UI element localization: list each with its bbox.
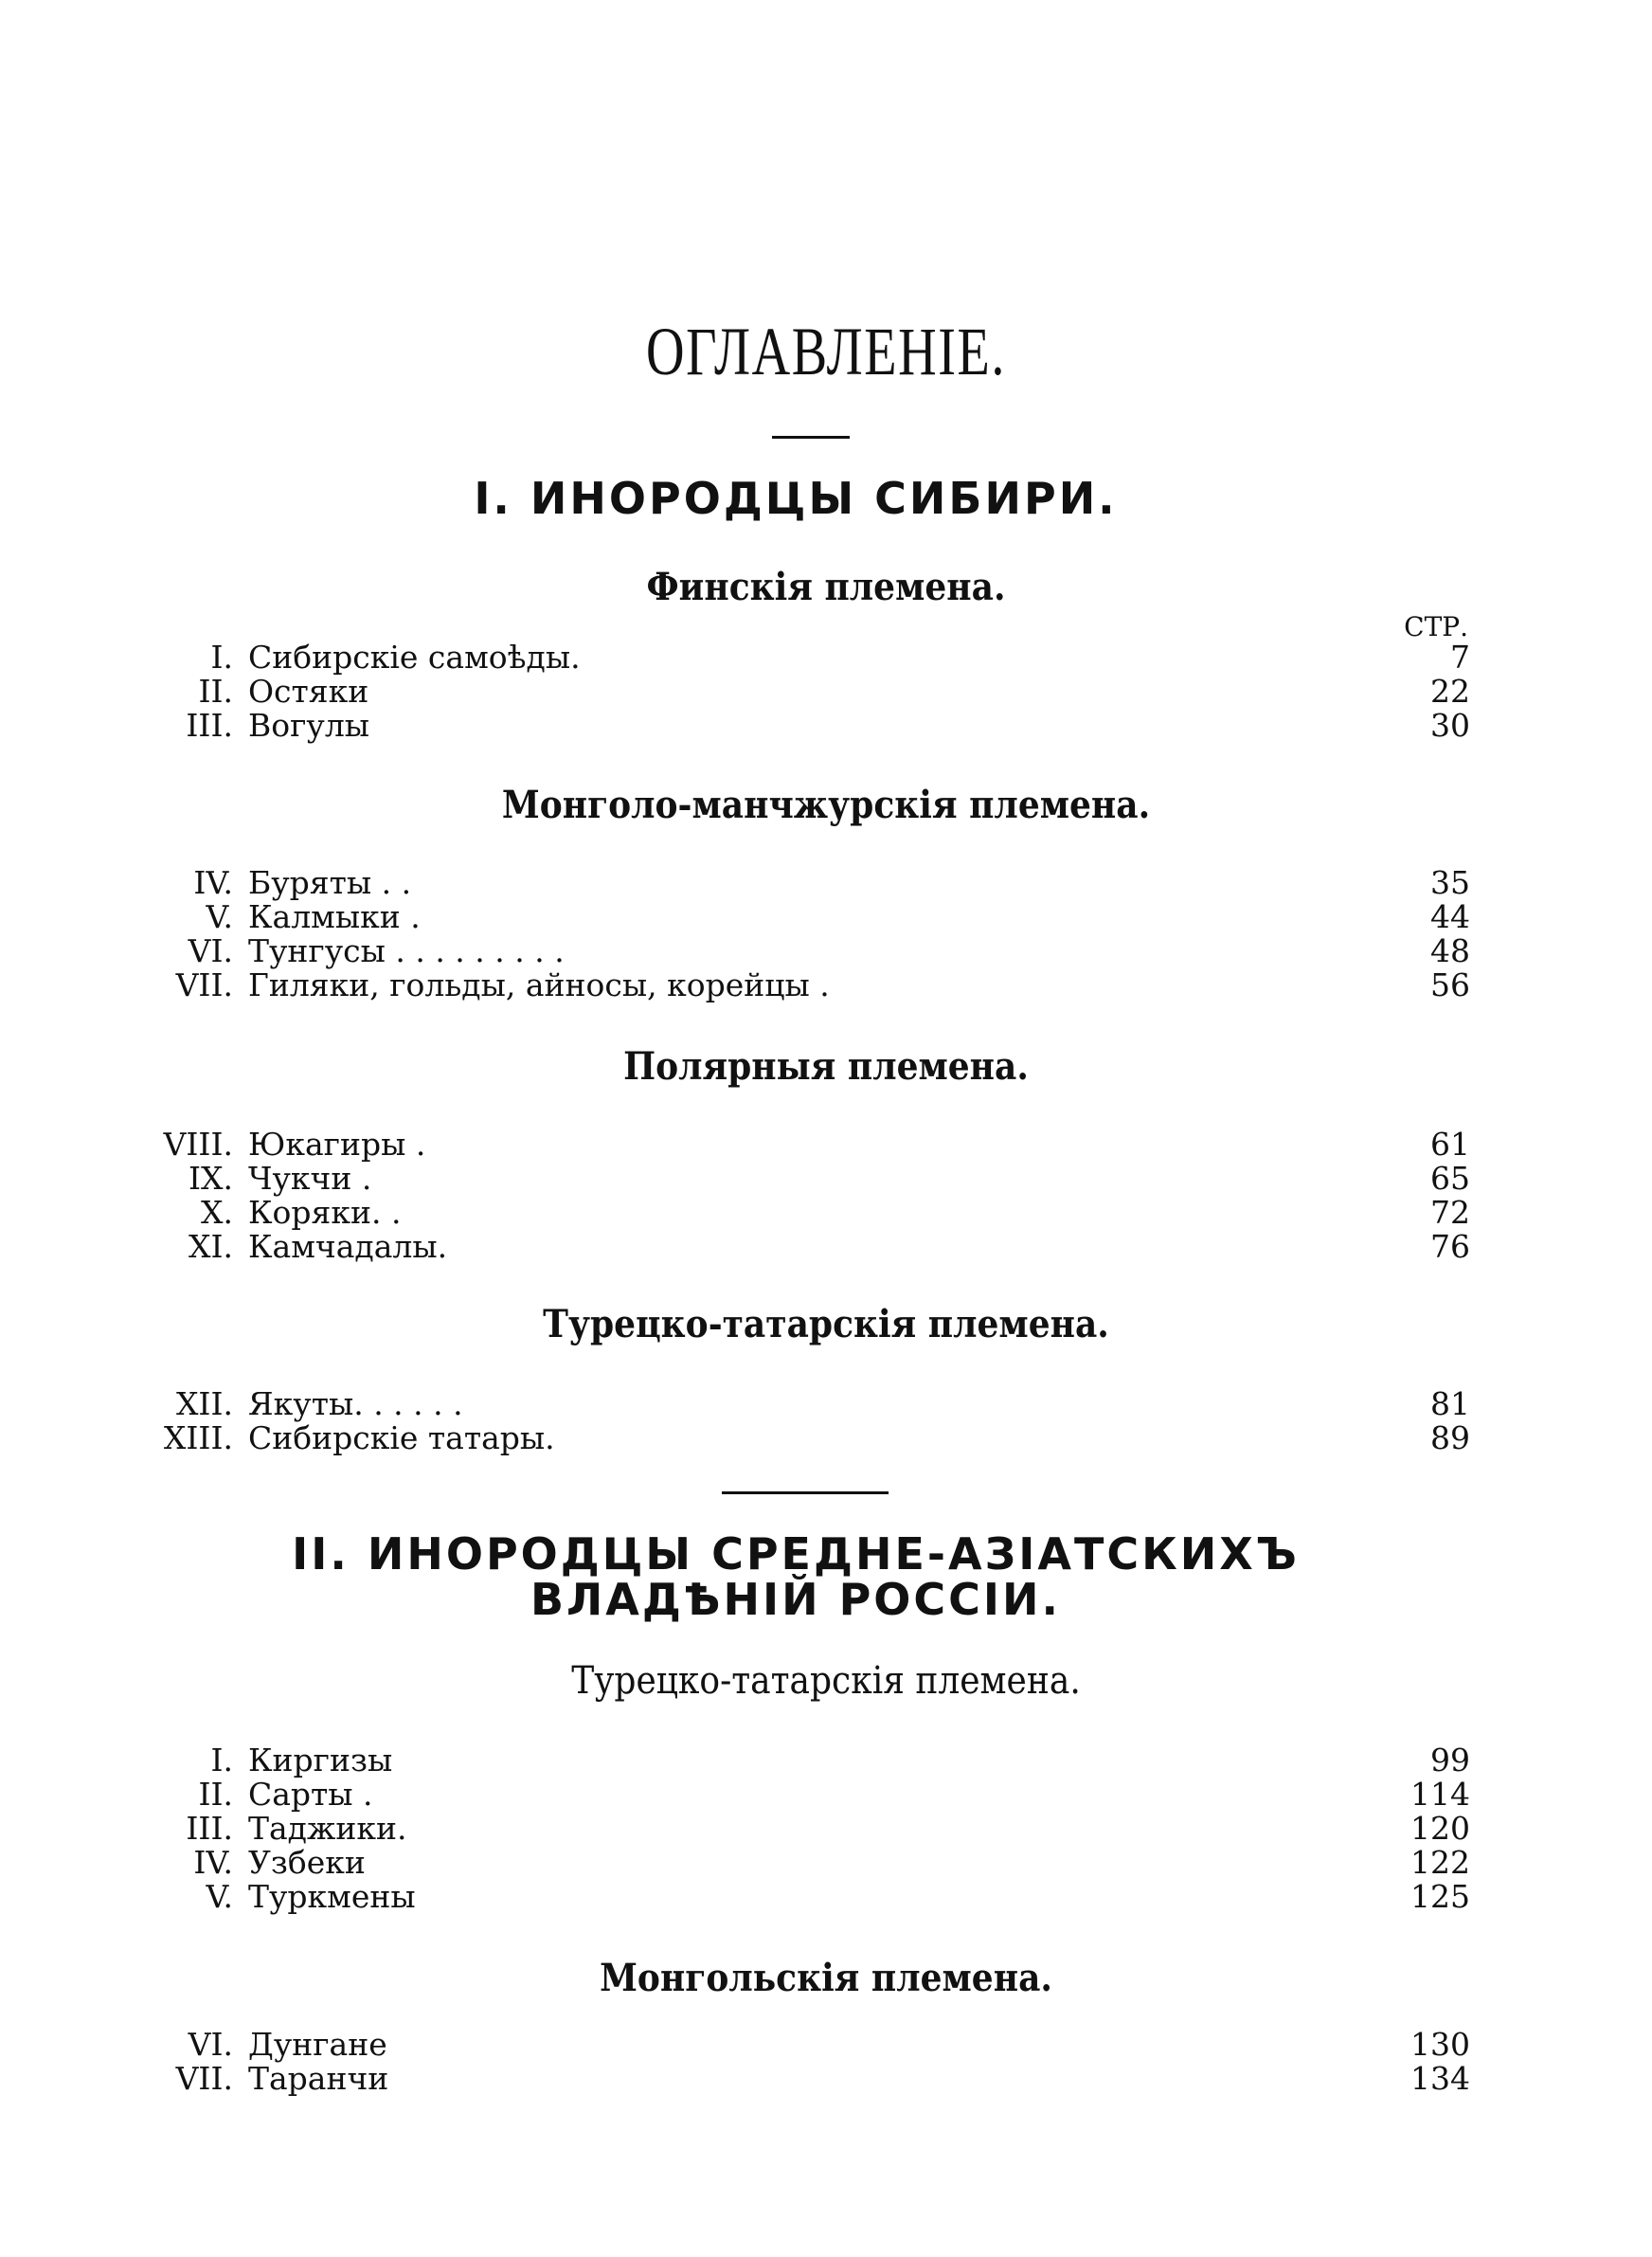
entry-title: Таджики. (248, 1810, 407, 1847)
entry-page: 44 (1430, 898, 1470, 935)
entry-number: IX. (188, 1160, 233, 1197)
entry-title: Узбеки (248, 1844, 366, 1881)
entry-page: 30 (1430, 707, 1470, 744)
entry-number: I. (210, 1742, 233, 1779)
section-title-finnish: Финскія племена. (646, 565, 1006, 609)
entry-title: Таранчи (248, 2060, 389, 2097)
section-title-polar: Полярныя племена. (623, 1044, 1029, 1089)
entry-number: XI. (188, 1228, 233, 1265)
entry-page: 65 (1430, 1160, 1470, 1197)
entry-page: 7 (1450, 639, 1470, 676)
entry-number: V. (206, 898, 233, 935)
entry-page: 134 (1410, 2060, 1470, 2097)
entry-page: 89 (1430, 1419, 1470, 1456)
toc-entry (0, 1778, 1652, 1812)
entry-page: 81 (1430, 1385, 1470, 1422)
toc-entry (0, 968, 1652, 1002)
part-title-central-asia: II. ИНОРОДЦЫ СРЕДНЕ-АЗIАТСКИХЪ ВЛАДѢНIЙ РОССIИ. (292, 1528, 1300, 1625)
entry-title: Калмыки . (248, 898, 421, 935)
entry-number: III. (186, 1810, 233, 1847)
entry-number: III. (186, 707, 233, 744)
entry-number: II. (198, 1776, 233, 1813)
entry-page: 22 (1430, 673, 1470, 710)
toc-entry (0, 1196, 1652, 1230)
entry-title: Коряки. . (248, 1194, 402, 1231)
entry-title: Якуты. . . . . . (248, 1385, 463, 1422)
entry-title: Гиляки, гольды, айносы, корейцы . (248, 966, 830, 1003)
entry-page: 125 (1410, 1878, 1470, 1915)
toc-entry (0, 675, 1652, 709)
toc-entry (0, 1387, 1652, 1421)
entry-page: 99 (1430, 1742, 1470, 1779)
toc-entry (0, 641, 1652, 675)
entry-title: Камчадалы. (248, 1228, 448, 1265)
entry-number: II. (198, 673, 233, 710)
entry-page: 35 (1430, 864, 1470, 901)
toc-entry (0, 1162, 1652, 1196)
page-title: ОГЛАВЛЕНIЕ. (646, 314, 1006, 389)
toc-entry (0, 2062, 1652, 2096)
entry-title: Буряты . . (248, 864, 412, 901)
entry-page: 72 (1430, 1194, 1470, 1231)
toc-entry (0, 709, 1652, 743)
toc-entry (0, 866, 1652, 900)
entry-page: 130 (1410, 2026, 1470, 2063)
toc-entry (0, 934, 1652, 968)
entry-number: VIII. (163, 1126, 233, 1163)
entry-number: XIII. (163, 1419, 233, 1456)
page-column-label: СТР. (1404, 611, 1468, 642)
toc-entry (0, 1743, 1652, 1778)
part-title-siberia: I. ИНОРОДЦЫ СИБИРИ. (474, 473, 1118, 524)
entry-title: Киргизы (248, 1742, 393, 1779)
entry-title: Остяки (248, 673, 369, 710)
entry-number: VI. (188, 2026, 233, 2063)
entry-number: I. (210, 639, 233, 676)
title-divider (772, 436, 850, 439)
entry-number: VII. (175, 2060, 233, 2097)
entry-page: 114 (1410, 1776, 1470, 1813)
entry-page: 122 (1410, 1844, 1470, 1881)
entry-page: 120 (1410, 1810, 1470, 1847)
entry-title: Сибирскіе татары. (248, 1419, 555, 1456)
entry-title: Дунгане (248, 2026, 387, 2063)
entry-number: V. (206, 1878, 233, 1915)
entry-title: Тунгусы . . . . . . . . . (248, 932, 565, 969)
entry-page: 61 (1430, 1126, 1470, 1163)
entry-page: 56 (1430, 966, 1470, 1003)
toc-entry (0, 1812, 1652, 1846)
toc-entry (0, 1880, 1652, 1914)
section-title-mongol: Монгольскія племена. (600, 1956, 1052, 2000)
toc-entry (0, 1230, 1652, 1264)
section-title-turkic-tatar: Турецко-татарскія племена. (543, 1302, 1109, 1346)
entry-title: Туркмены (248, 1878, 416, 1915)
section-title-turkic-tatar-2: Турецко-татарскія племена. (571, 1659, 1081, 1703)
entry-number: VII. (175, 966, 233, 1003)
toc-entry (0, 1128, 1652, 1162)
entry-title: Сарты . (248, 1776, 373, 1813)
entry-title: Чукчи . (248, 1160, 372, 1197)
entry-title: Вогулы (248, 707, 370, 744)
entry-number: IV. (193, 864, 233, 901)
part-divider (722, 1491, 889, 1494)
entry-page: 76 (1430, 1228, 1470, 1265)
entry-number: VI. (188, 932, 233, 969)
entry-number: IV. (193, 1844, 233, 1881)
toc-entry (0, 1421, 1652, 1455)
entry-page: 48 (1430, 932, 1470, 969)
entry-number: X. (201, 1194, 233, 1231)
entry-title: Юкагиры . (248, 1126, 426, 1163)
entry-number: XII. (175, 1385, 233, 1422)
toc-entry (0, 900, 1652, 934)
toc-entry (0, 1846, 1652, 1880)
section-title-mongol-manchu: Монголо-манчжурскія племена. (501, 783, 1151, 827)
toc-entry (0, 2028, 1652, 2062)
entry-title: Сибирскіе самоѣды. (248, 639, 581, 676)
